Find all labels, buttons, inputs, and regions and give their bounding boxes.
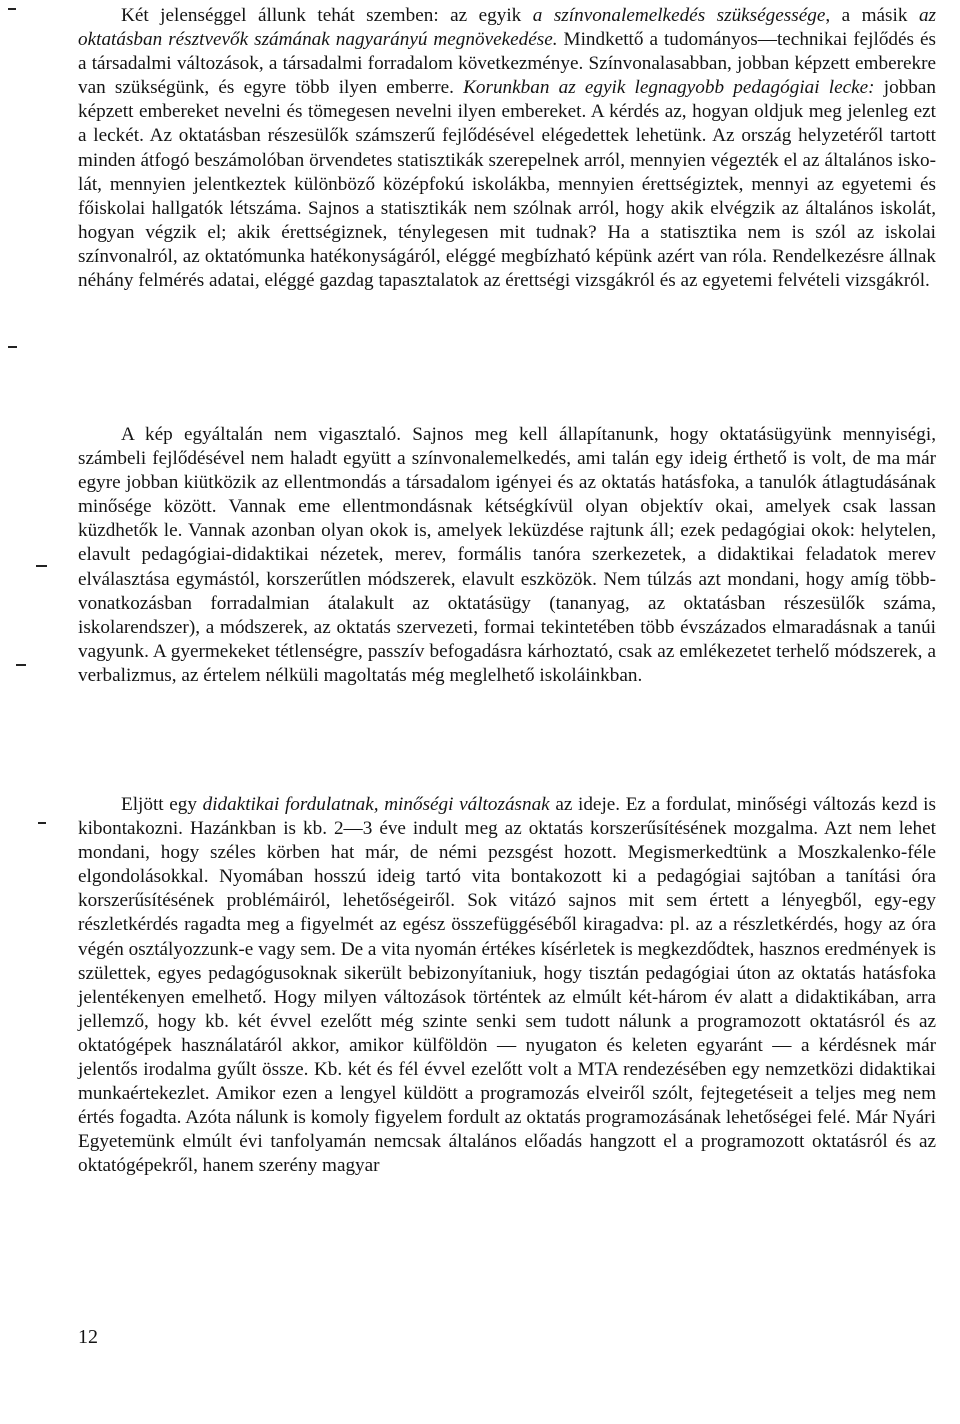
- text-run: A kép egyáltalán nem vigasztaló. Sajnos meg kell állapítanunk, hogy oktatásügyünk mennyiségi, számbeli fejlődésével nem haladt együtt a színvonalemelkedés, ami talán egy ideig érthető is volt, de ma már egyre jobban kiütközik az ellentmondás a társadalom igényei és az oktatás hatásfoka, a tanulók átlagtudásának minősége között. Vannak eme ellentmondásnak kétségkívül olyan objektív okai, amelyek csak lassan küzdhetők le. Vannak azonban olyan okok is, amelyek leküzdése rajtunk áll; ezek pedagógiai okok: helytelen, elavult pedagógiai-didaktikai nézetek, merev, formális tanóra szerkezetek, a didaktikai feladatok merev elválasztása egymástól, korszerűtlen módszerek, elavult eszközök. Nem túlzás azt mondani, hogy amíg több vonatkozásban forradalmian átalakult az oktatásügy (tananyag, az oktatásban részesülők száma, iskolarendszer), a módszerek, az oktatás szervezeti, formai tekintetében több évszázados elmaradásnak a tanúi vagyunk. A gyermekeket tétlenségre, passzív befogadásra kárhoztató, csak az emlékezetet terhelő módszerek, a verbalizmus, az értelem nélküli magoltatás még meglelhető iskoláinkban.: [78, 424, 936, 686]
- document-page: [78, 0, 936, 1424]
- margin-mark: [16, 664, 26, 666]
- margin-mark: [8, 8, 16, 10]
- page-number: 12: [78, 1326, 98, 1348]
- italic-text: az oktatásban résztvevők számának nagyarányú megnövekedése.: [78, 5, 936, 51]
- text-run: Eljött egy: [121, 794, 203, 815]
- text-run: Mindkettő a tudományos—technikai fejlődés és a társadalmi változások, a társadalmi forradalom következménye. Színvonalasabban, jobban képzett emberekre van szükségünk, és egyre több ilyen emberre.: [78, 29, 936, 99]
- italic-text: a színvonalemelkedés szükségessége: [532, 5, 826, 26]
- text-run: Két jelenséggel állunk tehát szemben: az egyik: [121, 5, 533, 26]
- text-run: jobban képzett embereket nevelni és tömegesen nevelni ilyen embereket. A kérdés az, hogyan oldjuk meg jelenleg ezt a leckét. Az oktatásban részesülők számszerű fejlődésével elégedettek lehetünk. Az ország helyzetéről tartott minden átfogó beszámolóban örvendetes statisztikák szerepelnek arról, mennyien végezték el az általános iskolát, mennyien jelentkeztek különböző középfokú iskolákba, mennyien érettségiztek, mennyi az egyetemi és főiskolai hallgatók létszáma. Sajnos a statisztikák nem szólnak arról, hogy akik elvégzik az általános iskolát, hogyan végzik el; akik érettségiznek, ténylegesen mit tudnak? Ha a statisztika nem is szól az iskolai színvonalról, az oktatómunka hatékonyságáról, eléggé megbízható képünk azért van róla. Rendelkezésre állnak néhány felmérés adatai, eléggé gazdag tapasztalatok az érettségi vizsgákról és az egyetemi felvételi vizsgákról.: [78, 77, 936, 292]
- paragraph-2: [78, 423, 936, 688]
- margin-mark: [36, 565, 47, 567]
- margin-mark: [8, 346, 17, 348]
- text-run: az ideje. Ez a fordulat, minőségi változás kezd is kibontakozni. Hazánkban is kb. 2—3 éve indult meg az oktatás korszerűsítésének mozgalma. Azt nem lehet mondani, hogy széles körben hat már, de némi pezsgést hozott. Megismerkedtünk a Moszkalenko-féle elgondolásokkal. Nyomában hosszú ideig tartó vita bontakozott ki a pedagógiai sajtóban a tanítási óra korszerűsítésének problémáiról, lehetőségeiről. Sok vitázó sajnos mit sem értett a lényegből, egy-egy részletkérdés ragadta meg a figyelmét az egész összefüggéséből kiragadva: pl. az a részletkérdés, hogy az óra végén osztályozzunk-e vagy sem. De a vita nyomán értékes kísérletek is megkezdődtek, hasznos eredmények is születtek, egyes pedagógusoknak sikerült bebizonyítaniuk, hogy tisztán pedagógiai úton az oktatás hatásfoka jelentékenyen emelhető. Hogy milyen változások történtek az elmúlt két-három év alatt a didaktikában, arra jellemző, hogy kb. két évvel ezelőtt még szinte senki sem tudott nálunk a programozott oktatásról és az oktatógépek használatáról akkor, amikor külföldön — nyugaton és keleten egyaránt — a kérdésnek már jelentős irodalma gyűlt össze. Kb. két és fél évvel ezelőtt volt a MTA rendezésében egy nemzetközi didaktikai munkaértekezlet. Amikor ezen a lengyel küldött a programozás elveiről szólt, fejtegetéseit a teljes meg nem értés fogadta. Azóta nálunk is komoly figyelem fordult az oktatás programozásának lehetőségei felé. Már Nyári Egyetemünk elmúlt évi tanfolyamán nemcsak általános előadás hangzott el a programozott oktatásról és az oktatógépekről, hanem szerény magyar: [78, 794, 936, 1177]
- text-run: , a másik: [825, 5, 919, 26]
- italic-text: Korunkban az egyik legnagyobb pedagógiai lecke:: [463, 77, 875, 99]
- paragraph-3: [78, 793, 936, 1179]
- italic-text: didaktikai fordulatnak, minőségi változásnak: [202, 794, 550, 815]
- paragraph-1: [78, 4, 936, 293]
- margin-mark: [38, 822, 46, 824]
